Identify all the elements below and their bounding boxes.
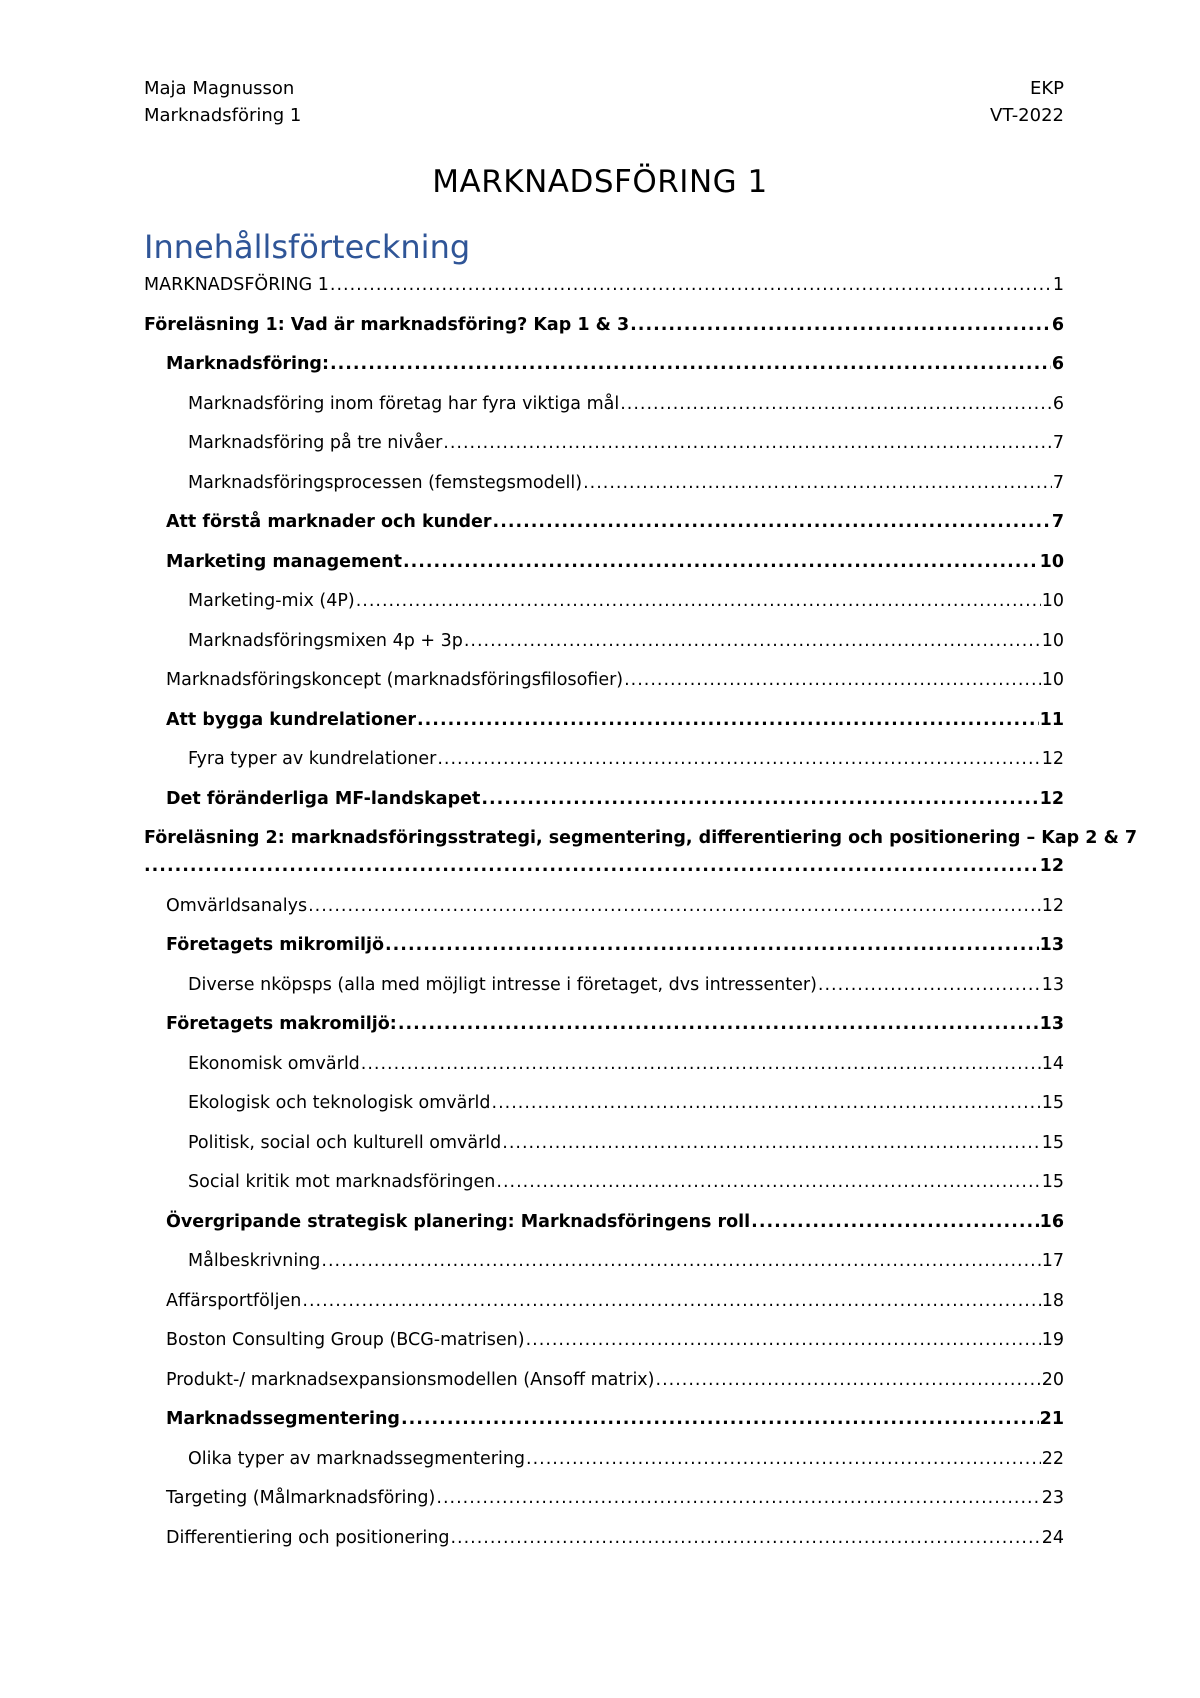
toc-entry[interactable] xyxy=(144,1330,1064,1370)
toc-dot-leader xyxy=(583,473,1052,493)
toc-dot-leader xyxy=(526,1449,1041,1469)
toc-entry-text: Företagets mikromiljö xyxy=(166,935,384,955)
header-course: Marknadsföring 1 xyxy=(144,105,302,126)
toc-dot-leader xyxy=(481,789,1038,809)
toc-entry-page: 12 xyxy=(1041,749,1064,769)
toc-entry-page: 11 xyxy=(1039,709,1064,730)
toc-dot-leader xyxy=(751,1212,1038,1232)
toc-dot-leader xyxy=(302,1291,1040,1311)
toc-entry-text: Företagets makromiljö: xyxy=(166,1014,397,1034)
toc-entry-page: 10 xyxy=(1041,670,1064,690)
toc-dot-leader xyxy=(496,1172,1040,1192)
toc-entry-text: Targeting (Målmarknadsföring) xyxy=(166,1488,436,1508)
toc-dot-leader xyxy=(502,1133,1040,1153)
toc-entry[interactable] xyxy=(144,275,1064,315)
toc-dot-leader xyxy=(620,394,1052,414)
header-author: Maja Magnusson xyxy=(144,78,295,99)
toc-entry-page: 18 xyxy=(1041,1290,1064,1311)
toc-dot-leader xyxy=(401,1409,1039,1429)
toc-entry[interactable] xyxy=(144,433,1064,473)
toc-entry[interactable] xyxy=(144,1093,1064,1133)
toc-entry[interactable] xyxy=(144,749,1064,789)
toc-entry-text: Marknadsföringskoncept (marknadsföringsfilosofier) xyxy=(166,670,624,690)
toc-entry-page: 7 xyxy=(1052,472,1064,493)
page-header xyxy=(144,75,1064,129)
toc-entry-page: 13 xyxy=(1039,935,1064,955)
toc-entry-page: 15 xyxy=(1041,1172,1064,1192)
toc-entry-text: Föreläsning 2: marknadsföringsstrategi, segmentering, differentiering och positionering – Kap 2 & 7 xyxy=(144,828,1138,848)
toc-dot-leader xyxy=(403,552,1039,572)
toc-entry[interactable] xyxy=(144,512,1064,552)
toc-entry-page: 12 xyxy=(1041,895,1064,916)
toc-entry-page: 13 xyxy=(1039,1014,1064,1034)
document-title: MARKNADSFÖRING 1 xyxy=(432,164,768,200)
toc-entry-page: 1 xyxy=(1052,275,1064,295)
toc-entry[interactable] xyxy=(144,315,1064,355)
toc-entry[interactable] xyxy=(144,552,1064,592)
toc-entry-text: Affärsportföljen xyxy=(166,1290,302,1311)
toc-entry[interactable] xyxy=(144,975,1064,1015)
toc-dot-leader xyxy=(144,856,1039,876)
toc-dot-leader xyxy=(321,1251,1040,1271)
toc-entry[interactable] xyxy=(144,1251,1064,1291)
toc-dot-leader xyxy=(385,935,1039,955)
toc-dot-leader xyxy=(464,631,1041,651)
toc-entry-text: Marknadsföringsmixen 4p + 3p xyxy=(188,630,463,651)
toc-heading: Innehållsförteckning xyxy=(144,228,471,266)
header-code: EKP xyxy=(1029,78,1064,99)
toc-entry-page: 24 xyxy=(1041,1527,1064,1548)
toc-entry-text: Föreläsning 1: Vad är marknadsföring? Kap 1 & 3 xyxy=(144,314,630,335)
toc-dot-leader xyxy=(330,354,1051,374)
toc-entry[interactable] xyxy=(144,828,1138,896)
table-of-contents xyxy=(144,275,1138,1567)
toc-entry[interactable] xyxy=(144,1291,1064,1331)
toc-entry-page: 15 xyxy=(1041,1093,1064,1113)
toc-entry-page: 20 xyxy=(1041,1369,1064,1390)
toc-entry-text: Politisk, social och kulturell omvärld xyxy=(188,1132,502,1153)
toc-entry-page: 17 xyxy=(1041,1251,1064,1271)
toc-entry-text: Det föränderliga MF-landskapet xyxy=(166,788,481,809)
toc-entry-page: 15 xyxy=(1041,1132,1064,1153)
toc-entry-page: 22 xyxy=(1041,1448,1064,1469)
toc-entry-page: 13 xyxy=(1041,974,1064,995)
toc-dot-leader xyxy=(492,1093,1041,1113)
toc-entry-text: Ekologisk och teknologisk omvärld xyxy=(188,1093,491,1113)
toc-entry-text: Marknadsföring på tre nivåer xyxy=(188,433,443,453)
toc-entry-text: Marknadsföringsprocessen (femstegsmodell) xyxy=(188,472,583,493)
toc-entry-page: 6 xyxy=(1051,354,1064,374)
toc-entry-page: 6 xyxy=(1051,314,1064,335)
toc-dot-leader xyxy=(624,670,1041,690)
toc-entry-page: 16 xyxy=(1039,1211,1064,1232)
toc-entry-text: Övergripande strategisk planering: Marknadsföringens roll xyxy=(166,1211,751,1232)
toc-entry[interactable] xyxy=(144,394,1064,434)
toc-dot-leader xyxy=(330,275,1052,295)
toc-entry[interactable] xyxy=(144,1172,1064,1212)
toc-entry-page: 12 xyxy=(1039,788,1064,809)
toc-dot-leader xyxy=(443,433,1052,453)
toc-entry-page: 7 xyxy=(1052,433,1064,453)
toc-entry[interactable] xyxy=(144,789,1064,829)
toc-dot-leader xyxy=(437,749,1040,769)
toc-entry[interactable] xyxy=(144,1409,1064,1449)
header-term: VT-2022 xyxy=(990,105,1064,126)
toc-entry-text: Social kritik mot marknadsföringen xyxy=(188,1172,496,1192)
toc-dot-leader xyxy=(493,512,1051,532)
toc-dot-leader xyxy=(361,1054,1041,1074)
toc-entry-page: 10 xyxy=(1041,630,1064,651)
header-row-1 xyxy=(144,75,1064,102)
toc-entry[interactable] xyxy=(144,1133,1064,1173)
header-row-2 xyxy=(144,102,1064,129)
toc-entry[interactable] xyxy=(144,631,1064,671)
toc-entry[interactable] xyxy=(144,1212,1064,1252)
toc-entry[interactable] xyxy=(144,935,1064,975)
toc-dot-leader xyxy=(398,1014,1039,1034)
toc-dot-leader xyxy=(818,975,1041,995)
toc-entry-text: Olika typer av marknadssegmentering xyxy=(188,1448,526,1469)
toc-entry[interactable] xyxy=(144,896,1064,936)
toc-entry-page: 12 xyxy=(1039,856,1064,876)
toc-entry-text: Målbeskrivning xyxy=(188,1251,321,1271)
toc-entry[interactable] xyxy=(144,354,1064,394)
toc-entry-text: Boston Consulting Group (BCG-matrisen) xyxy=(166,1330,525,1350)
toc-entry-text: Marketing management xyxy=(166,551,402,572)
toc-entry-text: Att förstå marknader och kunder xyxy=(166,512,492,532)
toc-entry-text: Marknadssegmentering xyxy=(166,1409,400,1429)
toc-entry-text: Diverse nköpsps (alla med möjligt intresse i företaget, dvs intressenter) xyxy=(188,974,817,995)
toc-entry-text: Produkt-/ marknadsexpansionsmodellen (Ansoff matrix) xyxy=(166,1369,655,1390)
toc-entry-page: 23 xyxy=(1041,1488,1064,1508)
toc-entry-text: Omvärldsanalys xyxy=(166,895,308,916)
toc-entry[interactable] xyxy=(144,1449,1064,1489)
toc-entry-page: 10 xyxy=(1039,551,1064,572)
toc-entry-page: 14 xyxy=(1041,1053,1064,1074)
toc-dot-leader xyxy=(656,1370,1041,1390)
toc-dot-leader xyxy=(436,1488,1040,1508)
toc-entry-text: Marknadsföring inom företag har fyra viktiga mål xyxy=(188,393,620,414)
toc-entry-page: 19 xyxy=(1041,1330,1064,1350)
toc-entry-text: Marknadsföring: xyxy=(166,354,329,374)
toc-dot-leader xyxy=(417,710,1039,730)
toc-entry[interactable] xyxy=(144,710,1064,750)
toc-dot-leader xyxy=(526,1330,1041,1350)
toc-dot-leader xyxy=(630,315,1051,335)
toc-entry-text: Att bygga kundrelationer xyxy=(166,709,416,730)
toc-entry[interactable] xyxy=(144,473,1064,513)
toc-entry[interactable] xyxy=(144,1528,1064,1568)
toc-entry[interactable] xyxy=(144,1488,1064,1528)
toc-entry-page: 21 xyxy=(1039,1409,1064,1429)
toc-entry-text: Ekonomisk omvärld xyxy=(188,1053,360,1074)
toc-entry-continuation xyxy=(144,856,1064,896)
toc-dot-leader xyxy=(356,591,1041,611)
toc-entry-text: MARKNADSFÖRING 1 xyxy=(144,275,329,295)
toc-entry-page: 6 xyxy=(1052,393,1064,414)
toc-entry[interactable] xyxy=(144,670,1064,710)
toc-entry-page: 7 xyxy=(1051,512,1064,532)
toc-entry[interactable] xyxy=(144,1370,1064,1410)
toc-entry-page: 10 xyxy=(1041,591,1064,611)
toc-entry[interactable] xyxy=(144,591,1064,631)
toc-entry[interactable] xyxy=(144,1014,1064,1054)
toc-entry-text: Marketing-mix (4P) xyxy=(188,591,355,611)
toc-entry-text: Fyra typer av kundrelationer xyxy=(188,749,437,769)
toc-entry[interactable] xyxy=(144,1054,1064,1094)
toc-dot-leader xyxy=(308,896,1041,916)
toc-entry-text: Differentiering och positionering xyxy=(166,1527,450,1548)
toc-dot-leader xyxy=(450,1528,1040,1548)
